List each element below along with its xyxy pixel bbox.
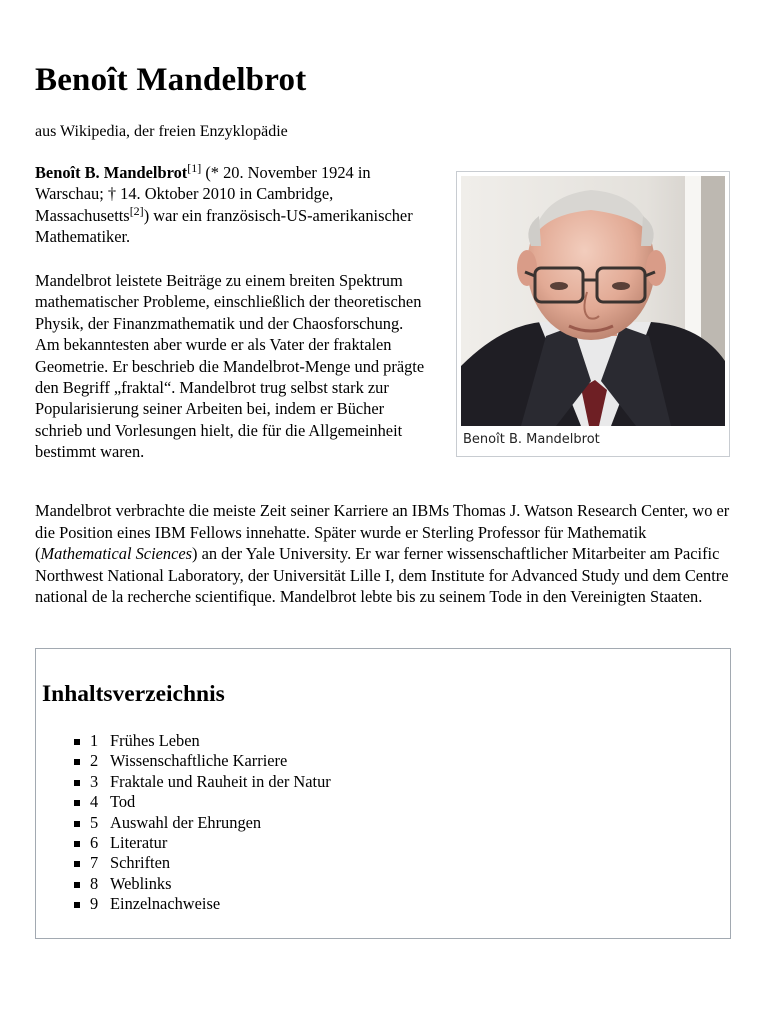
toc-list bbox=[74, 731, 331, 915]
portrait-image[interactable] bbox=[461, 176, 725, 426]
toc-item-label: Literatur bbox=[110, 833, 168, 853]
toc-item-label: Schriften bbox=[110, 853, 171, 873]
toc-item-label: Einzelnachweise bbox=[110, 894, 221, 914]
toc-item-label: Frühes Leben bbox=[110, 731, 200, 750]
toc-item[interactable] bbox=[74, 874, 331, 894]
toc-item-number: 7 bbox=[90, 853, 99, 873]
career-text-2: ) an der Yale University. Er war ferner wissenschaftlicher Mitarbeiter am Pacific Northwest National Laboratory, der Universität Lille I, dem Institute for Advanced Study und dem Centre national de la recherche scientifique. Mandelbrot lebte bis zu seinem Tode in den Vereinigten Staaten. bbox=[35, 544, 729, 607]
table-of-contents bbox=[35, 648, 731, 939]
toc-item-label: Weblinks bbox=[110, 873, 172, 893]
toc-item[interactable] bbox=[74, 751, 331, 771]
infobox-image bbox=[456, 171, 730, 457]
career-italic: Mathematical Sciences bbox=[40, 544, 193, 564]
toc-item-number: 9 bbox=[90, 894, 99, 914]
image-caption: Benoît B. Mandelbrot bbox=[463, 432, 600, 447]
site-tagline: aus Wikipedia, der freien Enzyklopädie bbox=[35, 123, 288, 140]
toc-item-number: 4 bbox=[90, 792, 99, 812]
lead-text-2: ) war ein französisch-US-amerikanischer Mathematiker. bbox=[35, 205, 413, 246]
toc-item[interactable] bbox=[74, 792, 331, 812]
toc-item-label: Tod bbox=[110, 792, 136, 812]
toc-heading: Inhaltsverzeichnis bbox=[42, 681, 225, 707]
toc-item-number: 2 bbox=[90, 751, 99, 771]
toc-item-number: 3 bbox=[90, 771, 99, 791]
career-text-1: Mandelbrot verbrachte die meiste Zeit seiner Karriere an IBMs Thomas J. Watson Research Center, wo er die Position eines IBM Fellows innehatte. Später wurde er Sterling Professor für Mathematik ( bbox=[35, 501, 730, 564]
toc-item-number: 6 bbox=[90, 833, 99, 853]
toc-item-number: 1 bbox=[90, 731, 99, 750]
reference-link-1[interactable]: [1] bbox=[187, 161, 202, 175]
lead-name: Benoît B. Mandelbrot bbox=[35, 163, 188, 182]
lead-paragraph bbox=[35, 162, 431, 247]
paragraph-contributions: Mandelbrot leistete Beiträge zu einem breiten Spektrum mathematischer Probleme, einschließlich der theoretischen Physik, der Finanzmathematik und der Chaosforschung. Am bekanntesten aber wurde er als Vater der fraktalen Geometrie. Er beschrieb die Mandelbrot-Menge und prägte den Begriff „fraktal“. Mandelbrot trug selbst stark zur Popularisierung seiner Arbeiten bei, indem er Bücher schrieb und Vorlesungen hielt, die für die Allgemeinheit bestimmt waren. bbox=[35, 271, 425, 462]
toc-item[interactable] bbox=[74, 894, 331, 914]
lead-text-1: (* 20. November 1924 in Warschau; † 14. Oktober 2010 in Cambridge, Massachusetts bbox=[35, 163, 371, 225]
toc-item-label: Auswahl der Ehrungen bbox=[110, 812, 262, 832]
toc-item-label: Wissenschaftliche Karriere bbox=[110, 751, 288, 771]
toc-item-number: 8 bbox=[90, 873, 99, 893]
toc-item-number: 5 bbox=[90, 812, 99, 832]
toc-item[interactable] bbox=[74, 853, 331, 873]
paragraph-career bbox=[35, 500, 731, 608]
toc-item[interactable] bbox=[74, 772, 331, 792]
page-title: Benoît Mandelbrot bbox=[35, 62, 307, 98]
toc-item[interactable] bbox=[74, 833, 331, 853]
toc-item[interactable] bbox=[74, 731, 331, 751]
reference-link-2[interactable]: [2] bbox=[129, 203, 144, 218]
toc-item[interactable] bbox=[74, 813, 331, 833]
toc-item-label: Fraktale und Rauheit in der Natur bbox=[110, 771, 331, 791]
portrait-photo-icon bbox=[461, 176, 725, 426]
